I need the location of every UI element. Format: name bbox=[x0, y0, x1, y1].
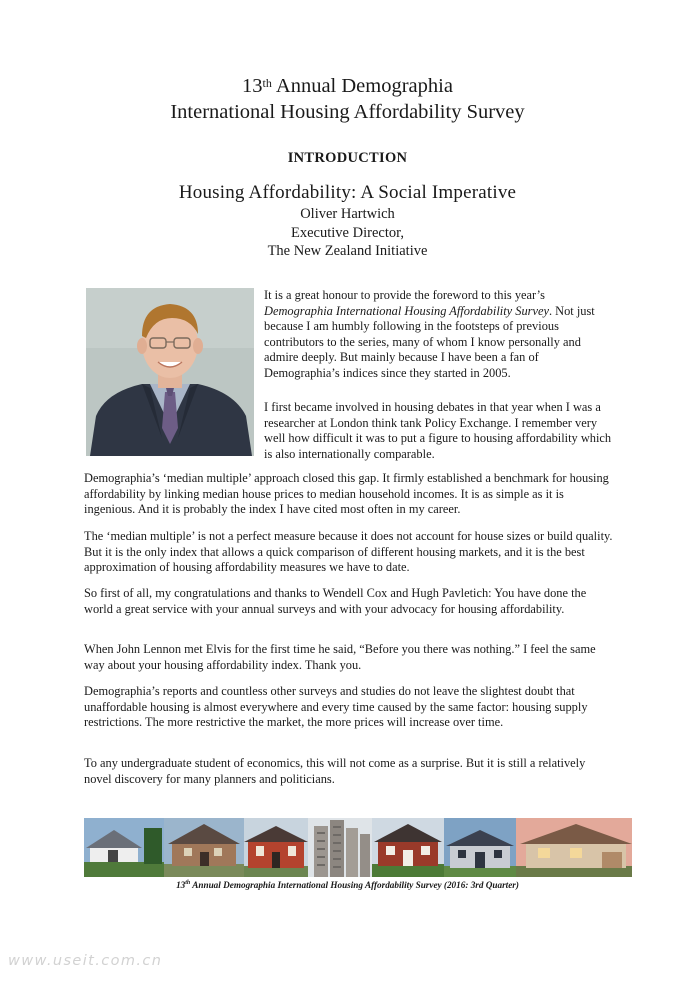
author-role: Executive Director, bbox=[291, 225, 404, 241]
houses-banner bbox=[84, 818, 632, 877]
paragraph-7: Demographia’s reports and countless other surveys and studies do not leave the slightest doubt that unaffordable housing is almost everywhere and every time caused by the same factor: housing supply restrictions. The more restrictive the market, the more prices will increase over time. bbox=[84, 684, 588, 730]
paragraph-8: To any undergraduate student of economics, this will not come as a surprise. But it is still a relatively novel discovery for many planners and politicians. bbox=[84, 756, 586, 786]
title-text: Annual Demographia bbox=[271, 75, 453, 97]
apartment-towers-image bbox=[308, 818, 372, 877]
house-image-2 bbox=[164, 818, 244, 877]
house-image-7 bbox=[516, 818, 632, 877]
paragraph-5: So first of all, my congratulations and thanks to Wendell Cox and Hugh Pavletich: You have done the world a great service with your annual surveys and with your advocacy for housing affordability. bbox=[84, 586, 587, 616]
page-footer: 13th Annual Demographia International Housing Affordability Survey (2016: 3rd Quarter) bbox=[176, 880, 519, 891]
title-ordinal-suffix: th bbox=[262, 76, 272, 90]
author-photo bbox=[86, 288, 254, 456]
survey-title-emphasis: Demographia International Housing Affordability Survey bbox=[264, 303, 549, 318]
page-title-line1 bbox=[0, 73, 695, 100]
author-name: Oliver Hartwich bbox=[300, 206, 395, 222]
title-number: 13 bbox=[242, 75, 263, 97]
paragraph-2: I first became involved in housing debates in that year when I was a researcher at London think tank Policy Exchange. I remember very well how difficult it was to put a figure to housing affordability which is also internationally comparable. bbox=[264, 400, 612, 461]
paragraph-3: Demographia’s ‘median multiple’ approach closed this gap. It firmly established a benchmark for housing affordability by linking median house prices to median household incomes. It is as simple as it is ingenious. And it is probably the index I have cited most often in my career. bbox=[84, 471, 609, 517]
house-image-6 bbox=[444, 818, 516, 877]
author-organization: The New Zealand Initiative bbox=[267, 243, 428, 259]
house-image-5 bbox=[372, 818, 444, 877]
section-heading: INTRODUCTION bbox=[287, 150, 408, 166]
watermark: www.useit.com.cn bbox=[8, 953, 163, 969]
house-image-3 bbox=[244, 818, 308, 877]
paragraph-6: When John Lennon met Elvis for the first time he said, “Before you there was nothing.” I feel the same way about your housing affordability index. Thank you. bbox=[84, 642, 596, 672]
page-title-line2: International Housing Affordability Survey bbox=[170, 101, 525, 123]
paragraph-1: It is a great honour to provide the foreword to this year’s Demographia International Housing Affordability Survey. Not just because I am humbly following in the footsteps of previous contributors to the series, many of whom I know personally and admire deeply. But mainly because I have been a fan of Demographia’s indices since they started in 2005. bbox=[264, 288, 595, 380]
portrait-illustration bbox=[86, 288, 254, 456]
article-subtitle: Housing Affordability: A Social Imperative bbox=[178, 182, 517, 203]
paragraph-4: The ‘median multiple’ is not a perfect measure because it does not account for house sizes or build quality. But it is the only index that allows a quick comparison of different housing markets, and it is the best approximation of housing affordability measures we have to date. bbox=[84, 529, 613, 575]
house-image-1 bbox=[84, 818, 164, 877]
